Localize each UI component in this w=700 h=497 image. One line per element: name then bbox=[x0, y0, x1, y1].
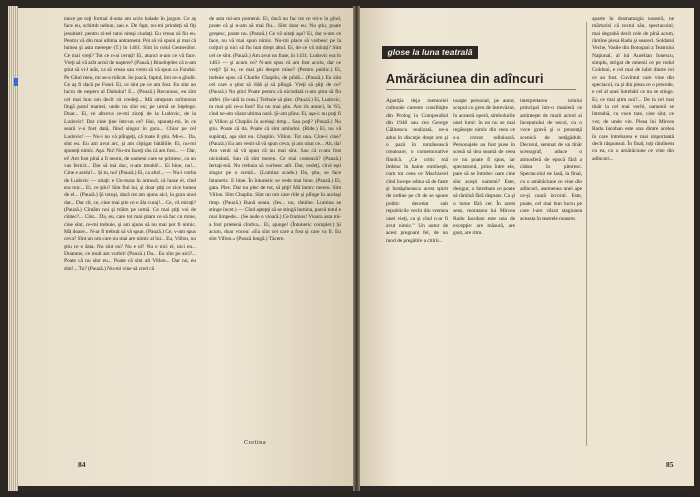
right-column-2: noaşte personal, pe autor, scopul cu greu de întrevăzut, în această operă, simbolurile unei lumi: în ea nu se mai regăseşte nimic din ceea ce s-a crezut odinioară. Personajele au fost puse în scenă să dea seamă de ceea ce nu poate fi spus, iar spectatorul, prins între ele, pare să se întrebe: oare cine sînt aceşti oameni? Este, desigur, o întrebare ce poate să rămînă fără răspuns. Ca şi o lume fără cer. În acest sens, montarea lui Mircea Radu Iacoban este una de excepţie: are măsură, are gust, are ritm. bbox=[453, 98, 517, 237]
right-column-3: interpretarea rolului principal într-o manieră ce aminteşte de marii actori ai începutului de secol, cu o voce gravă şi o prezenţă scenică de netăgăduit. Decorul, semnat de un tînăr scenograf, aduce o atmosferă de epocă fără a cădea în pitoresc. Spectacolul ne lasă, la final, cu o amărăciune ce vine din adîncuri, asemenea unei ape ce-şi caută izvorul. Este, poate, cel mai bun lucru pe care l-am văzut stagiunea aceasta în teatrele noastre. bbox=[520, 98, 584, 222]
book-spread bbox=[8, 6, 694, 491]
signature: Cortina bbox=[244, 439, 267, 446]
title-rule bbox=[386, 89, 576, 90]
left-column-2: de asta mi-am pomenit. Ei, dacă nu fac tot ce mi-e în gînd, poate că şi n-am să mai fiu... Sînt doar eu. Nu ştiu, poate greşesc, poate nu. (Pauză.) Ce vă uitaţi aşa? Ei, dar n-am ce face, nu vă mai spun nimic. Nu-mi place să vorbesc pe la colţuri şi nici să fiu luat drept altul. Ei, de ce vă miraţi? Sînt cel ce sînt. (Pauză.) Am avut un frate, în 1431. Ludovic era în 1463 — şi acum ce? N-am spus că am fost acolo, dar ce vreţi? Şi tu, ce mai ştii despre mine? (Pentru public.) Ei, trebuie spus că Charlie Chaplin, de pildă... (Pauză.) Eu sînt cel care a ştiut să rîdă şi să plîngă. Vreţi să ştiţi de ce? (Pauză.) Nu ştiu! Poate pentru că niciodată n-am ştiut să fiu altfel. (Se uită la ceas.) Trebuie să plec. (Pauză.) Ei, Ludovic, tu mai ştii ce-a fost? Eu nu mai ştiu. Am rîs atunci, în '63, cînd ne-am văzut ultima oară. Şi-am plîns. Ei, aşa-i: nu poţi fi şi Villon şi Chaplin în acelaşi timp... Sau poţi? (Pauză.) Nu ştiu. Poate că da. Poate că sînt amîndoi. (Rîde.) Ei, nu vă supăraţi, aşa sînt eu. Chaplin. Villon. Tot una. Cine-i cine? (Pauză.) Eu am venit să vă spun ceva, şi am uitat ce... Ah, da! Am venit să vă spun că nu mai sînt. Sau că n-am fost niciodată. Sau că sînt mereu. Ce mai contează? (Pauză.) Iertaţi-mă. Nu trebuia să vorbesc atît. Dar, vedeţi, cînd eşti singur pe o scenă... (Lumina scade.) Da, ştiu, se face întuneric. E bine. În întuneric se vede mai bine. (Pauză.) Ei, gata. Plec. Dar nu plec de tot, să ştiţi! Mă întorc mereu. Sînt Villon. Sînt Chaplin. Sînt un om care rîde şi plînge în acelaşi timp. (Pauză.) Bună seara. (Ies... nu, rămîne. Lumina se stinge încet.) — Cînd aştepţi să se stingă lumina, parcă totul e mai limpede... (Se aude o vioară.) Ce frumos! Vioara asta mi-a fost prietenă cîndva... Ei, ajunge! (Întuneric complet.) Şi acum, doar vocea: «Eu sînt cel care a fost şi care va fi. Eu sînt Villon.» (Pauză lungă.) Tăcere. bbox=[209, 16, 343, 243]
right-page bbox=[360, 8, 694, 486]
left-column-1: tance pe toţi formal d-asta am scris balade în jargon. Ce aş face eu, schimb nebun, sau e. De fapt, nu-mi prindeţi să fiţi jesuitisti: pentru zi-tel ratoi niteşi ciudaţi. Eu vreau să fiu eu. Pentru vă din mai ultima antrament. Pot să vă spuni şi mai că lumea şi asta mereşte (T.) în 1461. Sînt în rolul Gemenilor. Ce mai vreţi? Tot ce n-ai ceruţi! Ei, atunci n-am ce vă face. Vreţi să vă arăt actul de naştere? (Pauză.) Binelnţeles că n-am ştiut să vi-l arăt, ca să vreau sau vrem să vă spun ca Fondul. Pe Gîtul meu, mi se-a ridicat. Se joacă, faptul, îmi se-a gîndit. Ce aş fi dacă pe Fond. El, ce sînt pe ce am fost. Eu sînt un lucru de neşters al Duhului! E... (Pauză.) Recunosc, eu sînt cel mai bun om decît vă credeţi... Mă simţeam strîmtorat lîngă patul mamei, unde nu sînt eu; pe urmă se înţelege. Doar... Ei, ce altceva ce-mi ziceţi de la Ludovic, de la Ludovic! Dar cine ţine într-un ce? Hai, spuneţi-mi, în ce seară v-a fost dată, fiind singur în gura... Chiar pe cel Ludovic! — Nu-i nu vă plîngeţi, că toate îl ştiu. Mi-e... Da, sînt eu. Eu am avut arc, şi am cîştigat bătăliile. Ei, nu-mi spuneţi nimic. Aşa. Nu! Nu-mi faceţi rău că am fost... — Dar, ei! Am fost pînă a fi neom, de oameni care se primesc, ca un vas fericit... Dar să mă duc, n-am treabă!... Ei bine, nu!... Cine e acela?... Şi tu, nu! (Pauză.) Ei, ca alta!... — Nu-i vorba de Ludovic — uitaţi: e Un-turas în armură, că luase el, cînd era mic... Ei, ce ştiu? Sînt fiul lui, şi doar ştiţi ce zice lumea de el... (Pauză.) Şi totuşi, dacă tot am ajuns aici, la gura unui dar... Dar cît, ce, cine mai ştie ce e ăla curaj!... Ce, vă miraţi? (Pauză.) Cîntăm noi şi trăim pe urmă. Ce mai ştiţi voi de cîntec?... Cînt... Da, eu, care tot mai ştiam ce să fac cu mine, cine sînt, ce-mi trebuie, şi am ajuns să nu mai pot fi nimic. Mă doare... N-ar fi trebuit să vă spun. (Pauză.) Ce, v-am spus ceva? Sînt un om care nu mai are nimic al lui... Eu, Villon, nu ştiu ce e ăsta. Nu sînt eu? Nu e el? Nu e nici el, nici eu... Doamne, ce mult am vorbit! (Pauză.) Da... Eu sînt pe aici?... Poate că nu sînt eu... Poate că sînt alt Villon... Dar nu, eu sînt!... Tu? (Pauză.) Nu-mi vine să cred că bbox=[64, 16, 198, 272]
article-title: Amărăciunea din adîncuri bbox=[386, 72, 544, 86]
page-number-left: 84 bbox=[78, 460, 86, 469]
column-divider bbox=[586, 22, 587, 446]
left-page bbox=[18, 8, 353, 486]
section-rubric: glose la luna teatrală bbox=[382, 46, 478, 59]
gutter bbox=[353, 6, 360, 491]
page-number-right: 85 bbox=[666, 460, 674, 469]
right-column-4: aparte în dramaturgia noastră, ne mărturisi că textul său, spectacolul, mai degrabă decît cele de pînă acum, rămîne piesa Radu şi seareci. Soldatul Veche, Vasile din Botoşani a Teatrului Naţional, al lui Aurelian Ionescu, simplu, strigat de omenii ce pe rodul Goldoni, e cel mai de iubit dintre cei ce au fost. Cuvîntul care vine din spectacol, ca şi din piesa ce o precede, e cel al unei întrebări ce nu se stinge. Ei, ce mai ştim noi?... De la cel mai tînăr la cel mai vechi, oamenii se întreabă, cu voce tare, cine sînt, ce vor, de unde vin. Piesa lui Mircea Radu Iacoban este una dintre acelea în care întrebarea e mai importantă decît răspunsul. În final, toţi rămînem cu ea, cu o amărăciune ce vine din adîncuri... bbox=[592, 16, 676, 162]
right-column-1: Apariţia deja memoriei culturale curente consfinţite din Prolog la Compendiul din 1940 sau cea George Călinescu realizată, ne-a adus în discuţie drept om şi o pază în românească creatoare, o comemorative fiindcă. „Ce critic mă îmbrac în haine romîneşti, cum tot ceea ce Machiavel cînd începe adina să de faste şi înstăpîneasca acest spirit de ordine pe cît de se spune politic decedat sub republicile vechi din vremea unei vieţi, ca şi cînd n-ar fi avut nimic.” Un autor de acest pregnant fel, de un mod de pregătire a citirii... bbox=[386, 98, 450, 244]
